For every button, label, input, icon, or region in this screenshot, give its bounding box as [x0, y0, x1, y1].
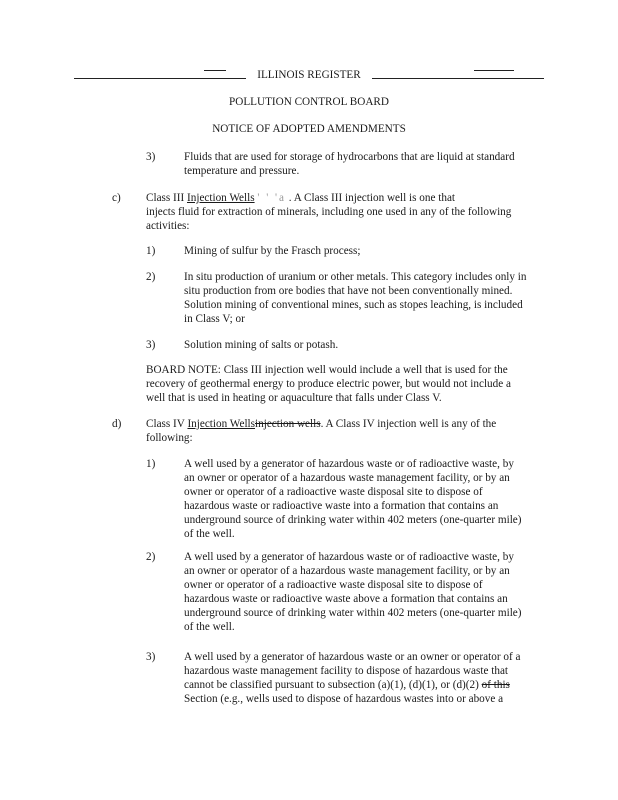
board-note-line: BOARD NOTE: Class III injection well would include a well that is used for the	[146, 364, 508, 376]
paragraph-line: Solution mining of conventional mines, such as stopes leaching, is included	[184, 299, 523, 311]
item-number: 1)	[146, 458, 156, 470]
paragraph-line: underground source of drinking water within 402 meters (one-quarter mile)	[184, 514, 522, 526]
paragraph-line: activities:	[146, 220, 190, 232]
paragraph-line: hazardous waste or radioactive waste above a formation that contains an	[184, 593, 508, 605]
section-heading-line	[146, 191, 455, 206]
paragraph-line: Mining of sulfur by the Frasch process;	[184, 245, 361, 257]
paragraph-line: Section (e.g., wells used to dispose of hazardous wastes into or above a	[184, 693, 504, 705]
item-number: 2)	[146, 551, 156, 563]
section-heading-line	[146, 417, 496, 432]
item-number: 1)	[146, 245, 156, 257]
paragraph-line: underground source of drinking water within 402 meters (one-quarter mile)	[184, 607, 522, 619]
heading-inserted-text: Injection Wells	[187, 418, 256, 430]
paragraph-line-with-strike	[184, 678, 510, 693]
paragraph-line: of the well.	[184, 621, 235, 633]
paragraph-line: situ production from ore bodies that have not been conventionally mined.	[184, 285, 513, 297]
board-note-line: well that is used in heating or aquaculture that falls under Class V.	[146, 392, 442, 404]
paragraph-line: an owner or operator of a hazardous waste management facility, or by an	[184, 472, 510, 484]
paragraph-line: following:	[146, 432, 193, 444]
paragraph-line: injects fluid for extraction of minerals, including one used in any of the following	[146, 206, 512, 218]
paragraph-line: hazardous waste management facility to dispose of hazardous waste that	[184, 665, 509, 677]
heading-struck-text: injection wells	[255, 418, 321, 430]
board-title: POLLUTION CONTROL BOARD	[229, 96, 389, 108]
struck-text: of this	[481, 679, 510, 691]
paragraph-line: A well used by a generator of hazardous waste or of radioactive waste, by	[184, 551, 514, 563]
heading-text-rest: . A Class IV injection well is any of the	[320, 418, 497, 430]
scan-artifact-text: ' ' 'a	[257, 192, 286, 204]
paragraph-text: cannot be classified pursuant to subsection (a)(1), (d)(1), or (d)(2)	[184, 679, 482, 691]
section-label: c)	[112, 192, 121, 204]
item-number: 3)	[146, 651, 156, 663]
paragraph-line: A well used by a generator of hazardous waste or an owner or operator of a	[184, 651, 521, 663]
paragraph-line: temperature and pressure.	[184, 165, 300, 177]
paragraph-line: A well used by a generator of hazardous waste or of radioactive waste, by	[184, 458, 514, 470]
paragraph-line: owner or operator of a radioactive waste disposal site to dispose of	[184, 486, 483, 498]
item-number: 3)	[146, 151, 156, 163]
paragraph-line: owner or operator of a radioactive waste disposal site to dispose of	[184, 579, 483, 591]
paragraph-line: Fluids that are used for storage of hydrocarbons that are liquid at standard	[184, 151, 515, 163]
heading-inserted-text: Injection Wells	[187, 192, 255, 204]
paragraph-line: hazardous waste or radioactive waste into a formation that contains an	[184, 500, 499, 512]
register-title: ILLINOIS REGISTER	[257, 69, 361, 81]
paragraph-line: an owner or operator of a hazardous waste management facility, or by an	[184, 565, 510, 577]
board-note-line: recovery of geothermal energy to produce electric power, but would not include a	[146, 378, 511, 390]
paragraph-line: Solution mining of salts or potash.	[184, 339, 339, 351]
paragraph-line: of the well.	[184, 528, 235, 540]
paragraph-line: in Class V; or	[184, 313, 245, 325]
heading-text: Class III	[146, 192, 188, 204]
heading-text-rest: . A Class III injection well is one that	[288, 192, 456, 204]
item-number: 3)	[146, 339, 156, 351]
notice-title: NOTICE OF ADOPTED AMENDMENTS	[212, 123, 406, 135]
section-label: d)	[112, 418, 122, 430]
heading-text: Class IV	[146, 418, 188, 430]
item-number: 2)	[146, 271, 156, 283]
paragraph-line: In situ production of uranium or other metals. This category includes only in	[184, 271, 527, 283]
